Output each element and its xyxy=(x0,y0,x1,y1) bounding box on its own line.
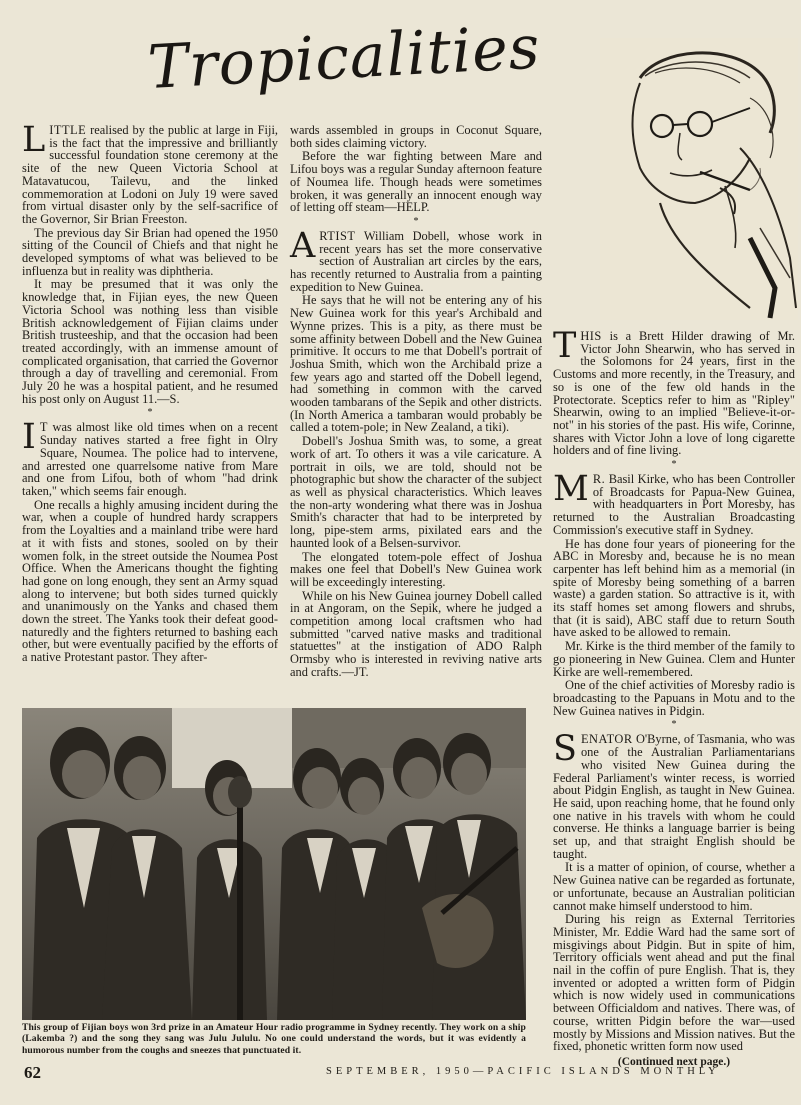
drop-cap: M xyxy=(553,469,589,510)
paragraph: O'Byrne, of Tasmania, who was one of the Australian Parliamentarians who visited New Guinea during the Federal Parliament's winter recess, is worried about Pidgin English, as taught in New Guinea. He said, upon reaching home, that he found only one native in his travels with whom he could converse. He thinks a language barrier is being set up, and that straight English should be taught. xyxy=(553,732,795,861)
drop-cap: I xyxy=(22,417,36,458)
section-title: Tropicalities xyxy=(146,12,543,103)
paragraph: He says that he will not be entering any of his New Guinea work for this year's Archibald and Wynne prizes. This is a pity, as there must be some affinity between Dobell and the New Guinea primitive. It occurs to me that Dobell's portrait of Joshua Smith, which won the Archibald prize a few years ago and started off the Dobell legend, had something in common with the carved wooden tambarans of the Sepik and other districts. (In North America a tambaran would probably be called a totem-pole; in New Zealand, a tiki). xyxy=(290,293,542,435)
portrait-drawing xyxy=(600,38,798,320)
article-noumea-lead xyxy=(22,417,278,498)
separator-star: * xyxy=(671,719,677,731)
paragraph: Mr. Kirke is the third member of the family to go pioneering in New Guinea. Clem and Hunter Kirke are well-remembered. xyxy=(553,639,795,679)
photo-caption: This group of Fijian boys won 3rd prize in an Amateur Hour radio programme in Sydney recently. They work on a ship (Lakemba ?) and the song they sang was Julu Jululu. No one could understand the words, but it was evidently a humorous number from the coughs and sneezes that punctuated it. xyxy=(22,1022,526,1056)
paragraph: During his reign as External Territories Minister, Mr. Eddie Ward had the same sort of misgivings about Pidgin. But in spite of him, Territory officials went ahead and put the final nail in the coffin of pure English. That is, they invented or adopted a written form of Pidgin which is now widely used in communications between Officialdom and natives. There was, of course, written Pidgin before the war—used mostly by Missions and Mission natives. But the fixed, phonetic written form now used xyxy=(553,912,795,1054)
continued-note: (Continued next page.) xyxy=(617,1055,731,1068)
paragraph: While on his New Guinea journey Dobell called in at Angoram, on the Sepik, where he judged a competition among local craftsmen who had submitted "carved native masks and traditional statuettes" at the instigation of ADO Ralph Ormsby who is interested in reviving native arts and crafts.—JT. xyxy=(290,588,542,679)
separator-star: * xyxy=(413,215,419,227)
article-obyrne-lead xyxy=(553,729,795,861)
column-3 xyxy=(553,326,795,1068)
opener: RTIST xyxy=(319,228,356,243)
paragraph: is a Brett Hilder drawing of Mr. Victor John Shearwin, who has served in the Solomons for 24 years, first in the Customs and more recently, in the Treasury, and so is one of the few old hands in the Protectorate. Sceptics refer to him as "Ripley" Shearwin, owing to an implied "Believe-it-or-not" in his stories of the past. His wife, Corinne, shares with Victor John a love of long cigarette holders and of fine living. xyxy=(553,329,795,458)
paragraph: He has done four years of pioneering for the ABC in Moresby and, because he is no mean carpenter has left behind him as a memorial (in spite of Moresby being something of a barren waste) a garden station. So attractive is it, with its staff homes set among flowers and shrubs, that (it is said), ABC staff due to return South have asked to be allowed to remain. xyxy=(553,536,795,640)
paragraph: Dobell's Joshua Smith was, to some, a great work of art. To others it was a vile caricature. A portrait in oils, we are told, should not be photographic but show the character of the subject as well as physical characteristics. Which leaves the non-arty wondering what there was in Joshua Smith's character that had to be interpreted by long, pipe-stem arms, pixilated ears and the haunted look of a Belsen-survivor. xyxy=(290,434,542,550)
opener: ITTLE xyxy=(49,123,87,137)
paragraph: It is a matter of opinion, of course, whether a New Guinea native can be regarded as fortunate, or unfortunate, because an Australian politician cannot make himself understood to him. xyxy=(553,860,795,913)
drop-cap: S xyxy=(553,729,577,770)
page-number: 62 xyxy=(24,1063,41,1082)
paragraph: The previous day Sir Brian had opened the 1950 sitting of the Council of Chiefs and that night he developed symptoms of what was believed to be influenza but in reality was diphtheria. xyxy=(22,225,278,278)
paragraph: Basil Kirke, who has been Controller of Broadcasts for Papua-New Guinea, with headquarters in Port Moresby, has returned to the Australian Broadcasting Commission's executive staff in Sydney. xyxy=(553,472,795,537)
article-kirke-lead xyxy=(553,469,795,537)
paragraph: William Dobell, whose work in recent years has set the more conservative section of Australian art circles by the ears, has recently returned to Australia from a painting expedition to New Guinea. xyxy=(290,228,542,294)
paragraph: wards assembled in groups in Coconut Square, both sides claiming victory. xyxy=(290,123,542,150)
paragraph: One recalls a highly amusing incident during the war, when a couple of hundred hardy scrappers from the Loyalties and a mainland tribe were hard at it with fists and stones, sooled on by their women folk, in the street outside the Noumea Post Office. When the Americans thought the fighting had gone on long enough, they sent an Army squad along to intervene; but both sides turned quickly and unanimously on the Yanks and chased them down the street. The Yanks took their defeat good-naturedly and the fighters returned to bashing each other, but were eventually pacified by the efforts of a native Protestant pastor. They after- xyxy=(22,497,278,665)
paragraph: One of the chief activities of Moresby radio is broadcasting to the Papuans in Motu and to the New Guinea natives in Pidgin. xyxy=(553,678,795,718)
article-shearwin-lead xyxy=(553,326,795,458)
article-dobell-lead xyxy=(290,225,542,294)
drop-cap: T xyxy=(553,326,577,366)
drop-cap: A xyxy=(290,225,316,266)
running-footer: SEPTEMBER, 1950—PACIFIC ISLANDS MONTHLY xyxy=(326,1066,720,1077)
opener: ENATOR xyxy=(580,732,633,747)
group-photograph xyxy=(22,708,526,1020)
opener: HIS xyxy=(580,329,602,343)
separator-star: * xyxy=(147,407,153,419)
paragraph: It may be presumed that it was only the knowledge that, in Fijian eyes, the new Queen Victoria School was nothing less than visible British acknowledgement of Fijian claims under British trusteeship, and that the occasion had been treated accordingly, with an immense amount of complicated organisation, that carried the Governor through a day of travelling and ceremonial. From July 20 he was a hospital patient, and he resumed his post only on August 11.—S. xyxy=(22,277,278,406)
paragraph: was almost like old times when on a recent Sunday natives started a free fight in Olry Square, Noumea. The police had to intervene, and arrested one quarrelsome native from Mare and one from Lifou, both of whom "had drink taken," which seems fair enough. xyxy=(22,420,278,498)
opener: T xyxy=(39,420,48,435)
paragraph: realised by the public at large in Fiji, is the fact that the impressive and brilliantly successful foundation stone ceremony at the site of the new Queen Victoria School at Matavatucou, Tailevu, and the linked commemoration at Lodoni on July 19 were saved from virtual disaster only by the self-sacrifice of the Governor, Sir Brian Freeston. xyxy=(22,123,278,226)
column-2 xyxy=(290,124,542,702)
separator-star: * xyxy=(671,459,677,471)
column-1 xyxy=(22,120,278,702)
drop-cap: L xyxy=(22,120,46,160)
paragraph: Before the war fighting between Mare and Lifou boys was a regular Sunday afternoon feature of Noumea life. Though heads were sometimes broken, it was generally an innocent enough way of letting off steam—HELP. xyxy=(290,149,542,215)
article-fiji-lead xyxy=(22,120,278,226)
opener: R. xyxy=(592,472,606,487)
paragraph: The elongated totem-pole effect of Joshua makes one feel that Dobell's New Guinea work will be exceedingly interesting. xyxy=(290,549,542,589)
